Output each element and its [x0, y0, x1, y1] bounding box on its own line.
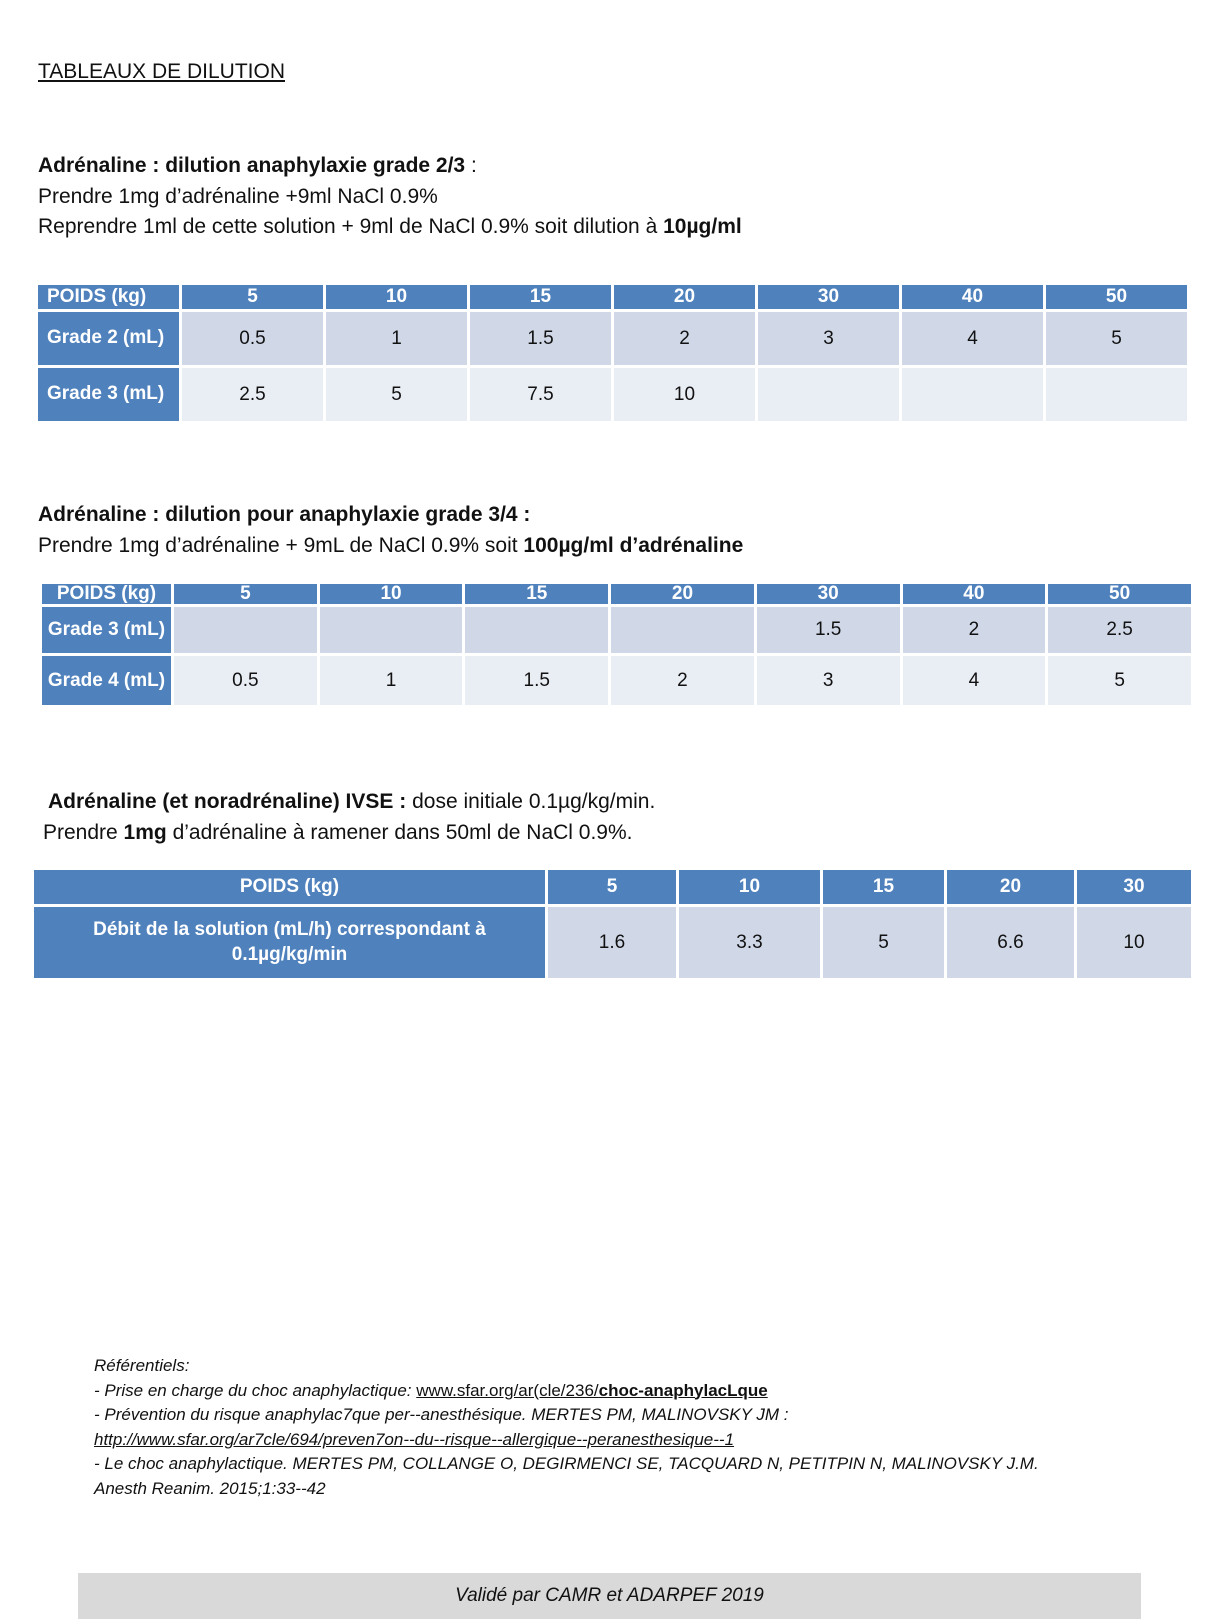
table3-row-label: Débit de la solution (mL/h) correspondant à 0.1µg/kg/min [34, 907, 545, 978]
reference-1-link-bold: choc-anaphylacLque [598, 1380, 768, 1400]
table1-row-label: Grade 3 (mL) [38, 368, 179, 421]
table1-weight-cell: 40 [902, 285, 1043, 309]
table-row [38, 368, 1187, 421]
table1-value-cell: 2 [614, 312, 755, 365]
table2-value-cell: 2.5 [1048, 607, 1191, 653]
table2-value-cell [320, 607, 463, 653]
table2-value-cell: 1 [320, 656, 463, 705]
table1-weight-cell: 10 [326, 285, 467, 309]
table1-weight-cell: 50 [1046, 285, 1187, 309]
table2-value-cell [465, 607, 608, 653]
reference-item-continued: Anesth Reanim. 2015;1:33--42 [94, 1478, 326, 1498]
dilution-table-grade-2-3 [35, 282, 1190, 424]
section2-heading-bold: Adrénaline : dilution pour anaphylaxie grade 3/4 : [38, 503, 531, 526]
table2-header-label: POIDS (kg) [42, 584, 171, 604]
table2-weight-cell: 15 [465, 584, 608, 604]
table2-value-cell: 5 [1048, 656, 1191, 705]
table1-weight-cell: 5 [182, 285, 323, 309]
reference-item: - Prévention du risque anaphylac7que per--anesthésique. MERTES PM, MALINOVSKY JM : [94, 1405, 789, 1424]
table1-value-cell: 10 [614, 368, 755, 421]
table2-weight-cell: 20 [611, 584, 754, 604]
reference-item: - Le choc anaphylactique. MERTES PM, COLLANGE O, DEGIRMENCI SE, TACQUARD N, PETITPIN N, MALINOVSKY J.M. [94, 1454, 1039, 1473]
table3-value-cell: 3.3 [679, 907, 820, 978]
table3-value-cell: 6.6 [947, 907, 1074, 978]
reference-item [94, 1379, 1114, 1404]
table1-value-cell: 1.5 [470, 312, 611, 365]
references [94, 1354, 1114, 1501]
table1-value-cell [758, 368, 899, 421]
page-title: TABLEAUX DE DILUTION [38, 60, 285, 83]
table1-value-cell: 4 [902, 312, 1043, 365]
table2-value-cell: 3 [757, 656, 900, 705]
reference-1-link[interactable] [416, 1381, 767, 1400]
dilution-table-grade-3-4 [39, 581, 1194, 708]
table2-value-cell: 0.5 [174, 656, 317, 705]
table2-weight-cell: 10 [320, 584, 463, 604]
section3-line1-pre: Prendre [43, 821, 124, 844]
table1-value-cell: 5 [326, 368, 467, 421]
table2-weight-cell: 40 [903, 584, 1046, 604]
section3-line1-bold: 1mg [123, 821, 167, 844]
table1-weight-cell: 15 [470, 285, 611, 309]
table1-value-cell: 1 [326, 312, 467, 365]
section1-heading-bold: Adrénaline : dilution anaphylaxie grade 2/3 [38, 154, 466, 177]
table2-value-cell [611, 607, 754, 653]
reference-1-link-plain: www.sfar.org/ar(cle/236/ [416, 1380, 599, 1400]
section3-heading-bold: Adrénaline (et noradrénaline) IVSE : [48, 790, 407, 813]
table1-row-label: Grade 2 (mL) [38, 312, 179, 365]
table-row [42, 656, 1191, 705]
ivse-flow-table [31, 867, 1194, 981]
table1-value-cell [1046, 368, 1187, 421]
table2-weight-cell: 50 [1048, 584, 1191, 604]
table1-weight-cell: 20 [614, 285, 755, 309]
table-row [42, 607, 1191, 653]
table1-weight-cell: 30 [758, 285, 899, 309]
table1-value-cell: 2.5 [182, 368, 323, 421]
table3-header-label: POIDS (kg) [34, 870, 545, 904]
reference-1-text: - Prise en charge du choc anaphylactique: [94, 1380, 417, 1400]
table2-value-cell: 1.5 [757, 607, 900, 653]
table1-value-cell: 7.5 [470, 368, 611, 421]
section3-heading-tail: dose initiale 0.1µg/kg/min. [406, 790, 656, 813]
table2-value-cell [174, 607, 317, 653]
table3-value-cell: 5 [823, 907, 944, 978]
section1-heading-tail: : [465, 154, 477, 177]
table1-header-label: POIDS (kg) [38, 285, 179, 309]
section1-heading [38, 154, 477, 178]
table1-value-cell: 3 [758, 312, 899, 365]
table3-weight-cell: 30 [1077, 870, 1191, 904]
reference-2-link[interactable]: http://www.sfar.org/ar7cle/694/preven7on--du--risque--allergique--peranesthesique--1 [94, 1429, 735, 1449]
table3-weight-cell: 15 [823, 870, 944, 904]
table1-value-cell: 5 [1046, 312, 1187, 365]
table-row [34, 907, 1191, 978]
table1-value-cell [902, 368, 1043, 421]
section3-line1-post: d’adrénaline à ramener dans 50ml de NaCl 0.9%. [166, 821, 633, 844]
section3-heading [48, 790, 655, 814]
section3-line1 [43, 821, 633, 845]
section2-heading [38, 503, 530, 527]
table1-value-cell: 0.5 [182, 312, 323, 365]
validation-footer: Validé par CAMR et ADARPEF 2019 [78, 1573, 1141, 1619]
table2-weight-cell: 5 [174, 584, 317, 604]
table3-weight-cell: 20 [947, 870, 1074, 904]
section2-line1-text: Prendre 1mg d’adrénaline + 9mL de NaCl 0.9% soit [38, 534, 524, 557]
table2-row-label: Grade 3 (mL) [42, 607, 171, 653]
section1-line2-text: Reprendre 1ml de cette solution + 9ml de NaCl 0.9% soit dilution à [38, 215, 664, 238]
table3-value-cell: 10 [1077, 907, 1191, 978]
table2-row-label: Grade 4 (mL) [42, 656, 171, 705]
table2-value-cell: 2 [903, 607, 1046, 653]
section2-line1-bold: 100µg/ml d’adrénaline [523, 534, 744, 557]
table3-weight-cell: 5 [548, 870, 676, 904]
table2-value-cell: 1.5 [465, 656, 608, 705]
table2-value-cell: 4 [903, 656, 1046, 705]
table2-weight-cell: 30 [757, 584, 900, 604]
section1-line2 [38, 215, 742, 239]
references-title: Référentiels: [94, 1356, 190, 1375]
table2-value-cell: 2 [611, 656, 754, 705]
table3-value-cell: 1.6 [548, 907, 676, 978]
section2-line1 [38, 534, 743, 558]
table3-weight-cell: 10 [679, 870, 820, 904]
section1-line2-bold: 10µg/ml [663, 215, 742, 238]
section1-line1: Prendre 1mg d’adrénaline +9ml NaCl 0.9% [38, 185, 438, 208]
table-row [38, 312, 1187, 365]
